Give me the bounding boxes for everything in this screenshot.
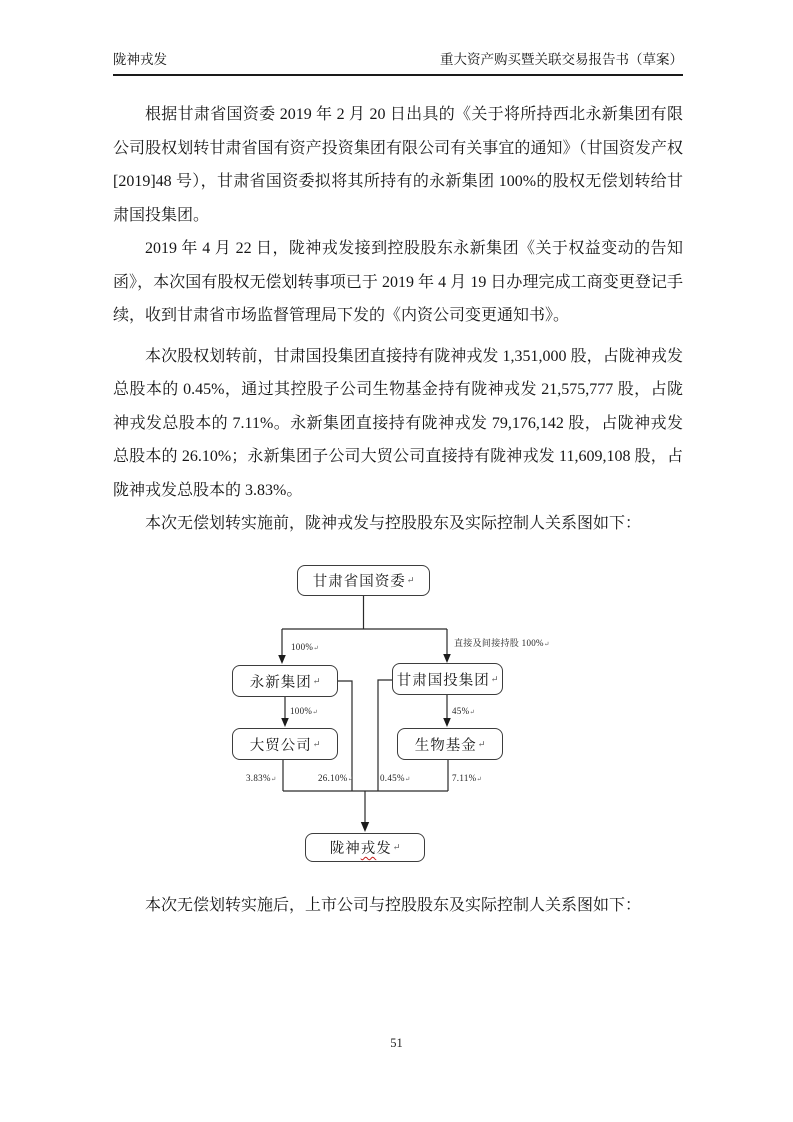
node-yongxin-group [232,665,338,697]
return-mark: ↵ [476,776,482,783]
paragraph-1: 根据甘肃省国资委 2019 年 2 月 20 日出具的《关于将所持西北永新集团有限公司股权划转甘肃省国有资产投资集团有限公司有关事宜的通知》（甘国资发产权[2019]48 号），甘肃省国资委拟将其所持有的永新集团 100%的股权无偿划转给甘肃国投集团。 [113,106,683,224]
paragraph-4: 本次无偿划转实施前，陇神戎发与控股股东及实际控制人关系图如下： [145,515,642,532]
return-mark: ↵ [270,776,277,783]
node-gansu-guotou-group [392,663,503,695]
ownership-diagram-before-transfer [0,556,793,870]
node-longshen-rongfa: 陇神 戎 发 ↵ [305,833,425,862]
return-mark: ↵ [406,575,415,585]
diagram-connector-lines [0,556,793,870]
body-text [113,98,683,541]
return-mark: ↵ [543,641,550,648]
edge-label-sasac-to-guotou: 直接及间接持股 100%↵ [454,638,550,648]
node-damao-company-label: 大贸公司 [249,737,312,754]
paragraph-3: 本次股权划转前，甘肃国投集团直接持有陇神戎发 1,351,000 股，占陇神戎发总股本的 0.45%，通过其控股子公司生物基金持有陇神戎发 21,575,777 股，占陇神戎发总股本的 7.11%。永新集团直接持有陇神戎发 79,176,142 股，占陇神戎发总股本的 26.10%；永新集团子公司大贸公司直接持有陇神戎发 11,609,108 股，占陇神戎发总股本的 3.83%。 [113,347,683,499]
header-company-short-name: 陇神戎发 [113,52,167,67]
return-mark: ↵ [312,738,321,749]
return-mark: ↵ [312,709,318,716]
edge-label-shengwu-holding: 7.11%↵ [452,773,482,783]
node-gansu-sasac-label: 甘肃省国资委 [312,574,406,590]
node-gansu-guotou-group-label: 甘肃国投集团 [396,672,490,689]
return-mark: ↵ [477,738,486,749]
return-mark: ↵ [490,673,499,684]
node-gansu-sasac [297,565,430,596]
return-mark: ↵ [392,842,401,852]
return-mark: ↵ [469,709,475,716]
page-footer [0,1036,793,1051]
return-mark: ↵ [313,645,319,652]
return-mark: ↵ [347,776,353,783]
node-longshen-rongfa-label: 陇神 [329,841,361,857]
page-header [113,48,683,76]
header-report-title: 重大资产购买暨关联交易报告书（草案） [440,52,683,67]
edge-label-yongxin-holding: 26.10%↵ [318,773,353,783]
edge-label-guotou-holding: 0.45%↵ [380,773,411,783]
node-yongxin-group-label: 永新集团 [249,674,312,691]
paragraph-2: 2019 年 4 月 22 日，陇神戎发接到控股股东永新集团《关于权益变动的告知函》，本次国有股权无偿划转事项已于 2019 年 4 月 19 日办理完成工商变更登记手续，收到甘肃省市场监督管理局下发的《内资公司变更通知书》。 [113,240,683,324]
page-number: 51 [390,1036,403,1050]
return-mark: ↵ [312,675,321,686]
paragraph-5: 本次无偿划转实施后，上市公司与控股股东及实际控制人关系图如下： [145,897,642,914]
node-biological-fund-label: 生物基金 [414,737,477,754]
node-damao-company [232,728,338,760]
edge-label-yongxin-to-damao: 100%↵ [290,706,318,716]
edge-label-guotou-to-shengwu: 45%↵ [452,706,475,716]
edge-label-sasac-to-yongxin: 100%↵ [291,642,319,652]
node-biological-fund [397,728,503,760]
spellcheck-underline: 戎 [360,841,377,857]
return-mark: ↵ [404,776,411,783]
edge-label-damao-holding: 3.83%↵ [246,773,277,783]
